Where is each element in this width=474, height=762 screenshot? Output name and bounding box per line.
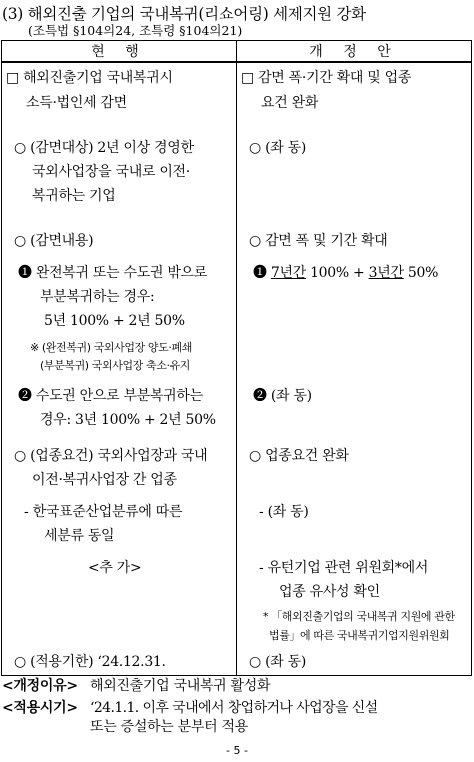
current-added-label: <추 가> <box>88 560 142 576</box>
current-industry-2: 이전·복귀사업장 간 업종 <box>32 472 177 488</box>
current-target-1: ○ (감면대상) 2년 이상 경영한 <box>14 140 194 156</box>
current-industry-sub-2: 세분류 동일 <box>44 528 115 544</box>
current-industry-1: ○ (업종요건) 국외사업장과 국내 <box>14 448 208 464</box>
current-full-return-1: ❶ 완전복귀 또는 수도권 밖으로 <box>18 265 207 281</box>
proposed-note-2: 법률」에 따른 국내복귀기업지원위원회 <box>269 629 450 642</box>
current-target-3: 복귀하는 기업 <box>32 188 116 204</box>
current-deadline: ○ (적용기한) ‘24.12.31. <box>14 654 166 670</box>
apply-text-2: 또는 증설하는 분부터 적용 <box>90 719 248 735</box>
current-full-return-rate: 5년 100% + 2년 50% <box>44 313 185 329</box>
current-heading-1: □ 해외진출기업 국내복귀시 <box>6 70 173 86</box>
proposed-partial-return: ❷ (좌 동) <box>253 388 312 404</box>
current-content-label: ○ (감면내용) <box>14 233 94 249</box>
law-reference: (조특법 §104의24, 조특령 §104의21) <box>28 23 243 38</box>
page-number: - 5 - <box>226 744 248 757</box>
current-partial-return-2: 경우: 3년 100% + 2년 50% <box>40 412 216 428</box>
proposed-full-return <box>253 262 438 285</box>
changed-period-2: 3년간 <box>368 265 404 281</box>
proposed-note-1: * 「해외진출기업의 국내복귀 지원에 관한 <box>263 610 455 623</box>
current-note-2: (부분복귀) 국외사업장 축소·유지 <box>40 359 191 372</box>
proposed-heading-1: □ 감면 폭·기간 확대 및 업종 <box>241 70 412 86</box>
section-title: (3) 해외진출 기업의 국내복귀(리쇼어링) 세제지원 강화 <box>2 5 366 23</box>
bullet-1: ❶ <box>253 265 271 281</box>
proposed-column <box>237 63 471 675</box>
current-industry-sub-1: - 한국표준산업분류에 따른 <box>24 504 183 520</box>
current-full-return-2: 부분복귀하는 경우: <box>40 289 155 305</box>
current-heading-2: 소득·법인세 감면 <box>26 95 127 111</box>
proposed-deadline: ○ (좌 동) <box>249 654 306 670</box>
changed-period-1: 7년간 <box>270 265 306 281</box>
proposed-target: ○ (좌 동) <box>249 140 306 156</box>
header-proposed: 개 정 안 <box>237 41 472 63</box>
rate-1: 100% + <box>305 265 369 281</box>
apply-label: <적용시기> <box>2 700 78 716</box>
proposed-heading-2: 요건 완화 <box>261 95 319 111</box>
comparison-table <box>1 40 472 676</box>
proposed-industry: ○ 업종요건 완화 <box>249 448 349 464</box>
current-partial-return-1: ❷ 수도권 안으로 부분복귀하는 <box>18 388 203 404</box>
proposed-committee-2: 업종 유사성 확인 <box>279 584 380 600</box>
reason-text: 해외진출기업 국내복귀 활성화 <box>90 678 271 694</box>
proposed-industry-sub: - (좌 동) <box>259 504 309 520</box>
apply-text-1: ‘24.1.1. 이후 국내에서 창업하거나 사업장을 신설 <box>90 700 378 716</box>
rate-2: 50% <box>403 265 439 281</box>
header-current: 현 행 <box>2 41 237 63</box>
current-column <box>2 63 236 675</box>
reason-label: <개정이유> <box>2 678 78 694</box>
proposed-content-label: ○ 감면 폭 및 기간 확대 <box>249 233 388 249</box>
proposed-committee-1: - 유턴기업 관련 위원회*에서 <box>259 560 429 576</box>
current-note-1: ※ (완전복귀) 국외사업장 양도·폐쇄 <box>30 341 192 354</box>
current-target-2: 국외사업장을 국내로 이전· <box>32 164 190 180</box>
